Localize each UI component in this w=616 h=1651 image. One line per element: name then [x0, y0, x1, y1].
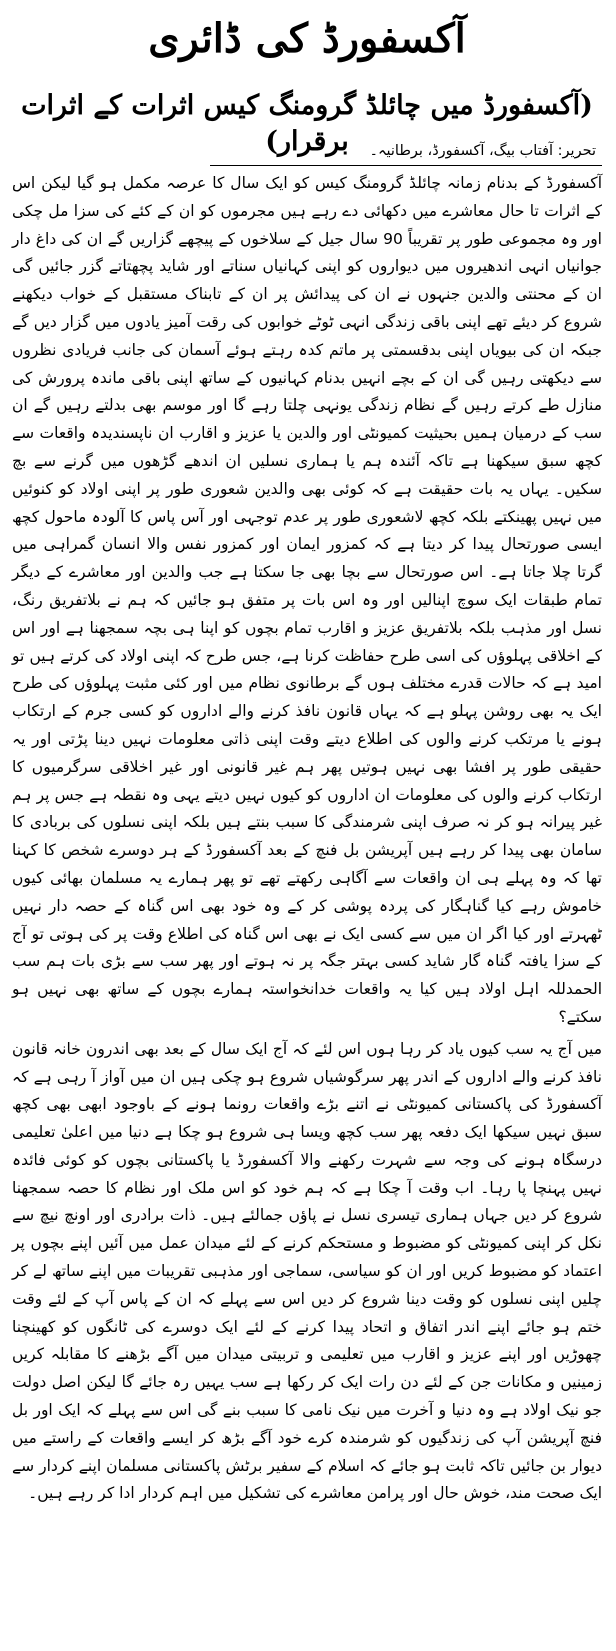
- column-title: آکسفورڈ کی ڈائری: [148, 15, 466, 62]
- article-body: [12, 170, 602, 1508]
- article-paragraph-1: آکسفورڈ کے بدنام زمانہ چائلڈ گرومنگ کیس کو ایک سال کا عرصہ مکمل ہو گیا لیکن اس کے اثرات تا حال معاشرے میں دکھائی دے رہے ہیں مجرموں کو ان کے کئے کی سزا مل چکی اور وہ مجموعی طور پر تقریباً 90 سال جیل کے سلاخوں کے پیچھے گزاریں گے ان کی داغ دار جوانیاں انہی اندھیروں میں دیواروں کو اپنی کہانیاں سناتے اور شاید پچھتاتے گزر جائیں گی ان کے محنتی والدین جنہوں نے ان کی پیدائش پر ان کے تابناک مستقبل کے خواب دیکھنے شروع کر دیئے تھے اپنی باقی زندگی انہی ٹوٹے خوابوں کی رقت آمیز یادوں میں گزار دیں گے جبکہ ان کی بیویاں اپنی بدقسمتی پر ماتم کدہ رہتے ہوئے آسمان کی جانب فریادی نظروں سے دیکھتی رہیں گی ان کے بچے انہیں بدنام کہانیوں کے ساتھ اپنی باقی ماندہ پرورش کی منازل طے کرتے رہیں گے نظام زندگی یونہی چلتا رہے گا اور موسم بھی بدلتے رہیں گے ان سب کے درمیان ہمیں بحیثیت کمیونٹی اور والدین یا عزیز و اقارب ان ناپسندیدہ واقعات سے کچھ سبق سیکھنا ہے تاکہ آئندہ ہم یا ہماری نسلیں ان اندھے گڑھوں میں گرنے سے بچ سکیں۔ یہاں یہ بات حقیقت ہے کہ کوئی بھی والدین شعوری طور پر اپنی اولاد کو کنوئیں میں نہیں پھینکتے بلکہ کچھ لاشعوری طور پر عدم توجہی اور آس پاس کا آلودہ ماحول کچھ ایسی صورتحال پیدا کر دیتا ہے کہ کمزور ایمان اور کمزور نفس والا انسان گمراہی میں گرتا چلا جاتا ہے۔ اس صورتحال سے بچا بھی جا سکتا ہے جب والدین اور معاشرے کے دیگر تمام طبقات ایک سوچ اپنالیں اور وہ اس بات پر متفق ہو جائیں کہ ہم نے بلاتفریق رنگ، نسل اور مذہب بلکہ بلاتفریق عزیز و اقارب تمام بچوں کو اپنا ہی بچہ سمجھنا ہے اور اس کے اخلاقی پہلوؤں کی اسی طرح حفاظت کرنا ہے، جس طرح کہ اپنی اولاد کی کرتے ہیں تو امید ہے کہ حالات قدرے مختلف ہوں گے برطانوی نظام میں اور کئی مثبت پہلوؤں کی طرح ایک یہ بھی روشن پہلو ہے کہ یہاں قانون نافذ کرنے والے اداروں کو کسی جرم کے ارتکاب ہونے یا مرتکب کرنے والوں کی اطلاع دیتے وقت اپنی ذاتی معلومات نہیں دینا پڑتی اور یہ حقیقی طور پر افشا بھی نہیں ہوتیں پھر ہم غیر قانونی اور غیر اخلاقی سرگرمیوں کا ارتکاب کرنے والوں کی معلومات ان اداروں کو کیوں نہیں دیتے یہی وہ نقطہ ہے جس پر ہم غیر پیرانہ ہو کر نہ صرف اپنی شرمندگی کا سبب بنتے ہیں بلکہ اپنی نسلوں کی بربادی کا سامان بھی پیدا کر رہے ہیں آپریشن بل فنچ کے بعد آکسفورڈ کے ہر دوسرے شخص کا کہنا تھا کہ وہ پہلے ہی ان واقعات سے آگاہی رکھتے تھے تو پھر ہمارے یہ مسلمان بھائی کیوں خاموش رہے کیا گناہگار کی پردہ پوشی کر کے وہ خود بھی اس گناہ کے حصہ دار نہیں ٹھہرتے اور کیا اگر ان میں سے کسی ایک نے بھی اس گناہ کی اطلاع وقت پر کی ہوتی تو آج کے سزا یافتہ گناہ گار شاید کسی بہتر جگہ پر نہ ہوتے اور پھر سب سے بڑی بات ہم سب الحمدللہ اہل اولاد ہیں کیا یہ واقعات خدانخواستہ ہمارے بچوں کے ساتھ بھی نہیں ہو سکتے؟: [12, 174, 602, 1026]
- article-paragraph-2: میں آج یہ سب کیوں یاد کر رہا ہوں اس لئے کہ آج ایک سال کے بعد بھی اندرون خانہ قانون نافذ کرنے والے اداروں کے اندر پھر سرگوشیاں شروع ہو چکی ہیں ان میں آواز آ رہی ہے کہ آکسفورڈ کی پاکستانی کمیونٹی نے اتنے بڑے واقعات رونما ہونے کے باوجود ابھی بھی کچھ سبق نہیں سیکھا ایک دفعہ پھر سب کچھ ویسا ہی شروع ہو چکا ہے دنیا میں اعلیٰ تعلیمی درسگاہ ہونے کی وجہ سے شہرت رکھنے والا آکسفورڈ یا پاکستانی بچوں کو کوئی فائدہ نہیں پہنچا پا رہا۔ اب وقت آ چکا ہے کہ ہم خود کو اس ملک اور نظام کا حصہ سمجھنا شروع کر دیں جہاں ہماری تیسری نسل نے پاؤں جمالئے ہیں۔ ذات برادری اور اونچ نیچ سے نکل کر اپنی کمیونٹی کو مضبوط و مستحکم کرنے کے لئے میدان عمل میں آئیں اپنے بچوں پر اعتماد کو مضبوط کریں اور ان کو سیاسی، سماجی اور مذہبی تقریبات میں اپنے ساتھ لے کر چلیں اپنی نسلوں کو وقت دینا شروع کر دیں اس سے پہلے کہ ان کے پاس آپ کے لئے وقت ختم ہو جائے اپنے اندر اتفاق و اتحاد پیدا کرنے کے لئے ایک دوسرے کی ٹانگوں کو کھینچنا چھوڑیں اور اپنے عزیز و اقارب میں تعلیمی و تربیتی میدان میں آگے بڑھنے کا مقابلہ کریں زمینیں و مکانات جن کے لئے دن رات ایک کر رکھا ہے سب یہیں رہ جائے گا لیکن اصل دولت جو نیک اولاد ہے وہ دنیا و آخرت میں نیک نامی کا سبب بنے گی اس سے پہلے کہ ایک اور بل فنچ آپریشن آپ کی زندگیوں کو شرمندہ کرے خود آگے بڑھ کر ایسے واقعات کے راستے میں دیوار بن جائیں تاکہ ثابت ہو جائے کہ اسلام کے سفیر برٹش پاکستانی مسلمان اپنے کردار سے ایک صحت مند، خوش حال اور پرامن معاشرے کی تشکیل میں اہم کردار ادا کر رہے ہیں۔: [12, 1039, 602, 1503]
- author-byline: تحریر: آفتاب بیگ، آکسفورڈ، برطانیہ۔: [369, 143, 596, 159]
- article-subtitle: (آکسفورڈ میں چائلڈ گرومنگ کیس اثرات کے اثرات برقرار): [21, 90, 593, 157]
- byline-divider: [210, 165, 602, 166]
